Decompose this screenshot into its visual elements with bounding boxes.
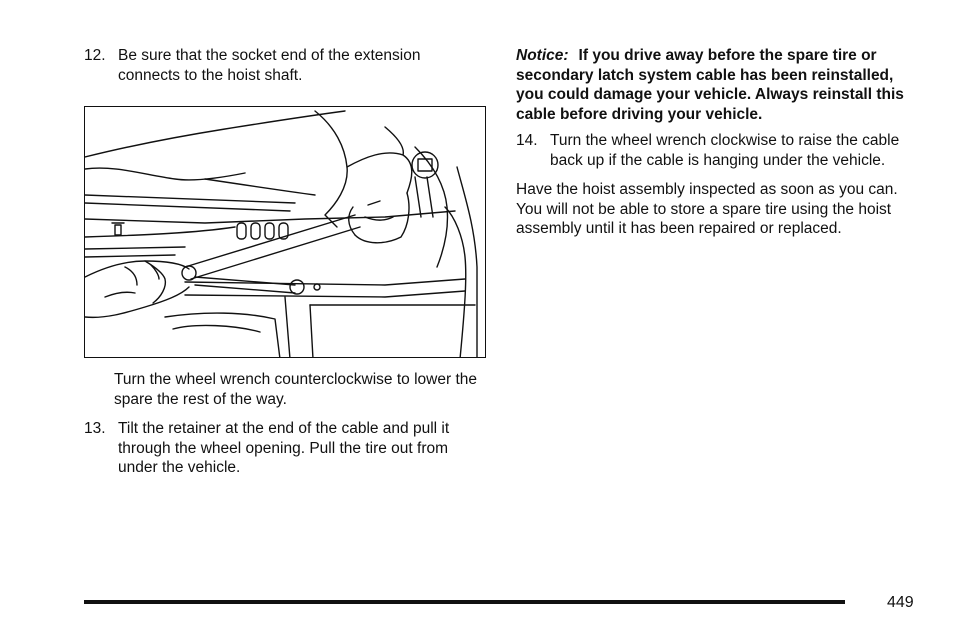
step-text: Turn the wheel wrench clockwise to raise the cable back up if the cable is hanging under the vehicle. xyxy=(550,132,900,169)
step-number: 12. xyxy=(84,47,106,64)
step-text: Tilt the retainer at the end of the cable and pull it through the wheel opening. Pull the tire out from under the vehicle. xyxy=(118,420,450,476)
hoist-inspection-paragraph: Have the hoist assembly inspected as soon as you can. You will not be able to store a spare tire using the hoist assembly until it has been repaired or replaced. xyxy=(516,181,898,237)
figure-caption: Turn the wheel wrench counterclockwise to lower the spare the rest of the way. xyxy=(114,371,477,408)
step-number: 14. xyxy=(516,132,538,149)
notice-block xyxy=(516,46,920,124)
page-number: 449 xyxy=(887,594,914,611)
right-column xyxy=(516,46,920,239)
step-text: Be sure that the socket end of the extension connects to the hoist shaft. xyxy=(118,47,421,84)
step-number: 13. xyxy=(84,420,106,437)
wrench-illustration xyxy=(84,106,486,358)
notice-label: Notice: xyxy=(516,47,569,64)
step-12 xyxy=(84,46,486,85)
left-column xyxy=(84,46,486,478)
notice-text: If you drive away before the spare tire or secondary latch system cable has been reinstalled, you could damage your vehicle. Always reinstall this cable before driving your vehicle. xyxy=(516,47,904,123)
footer-rule xyxy=(84,600,845,604)
step-14 xyxy=(516,131,920,170)
step-13 xyxy=(84,419,486,478)
